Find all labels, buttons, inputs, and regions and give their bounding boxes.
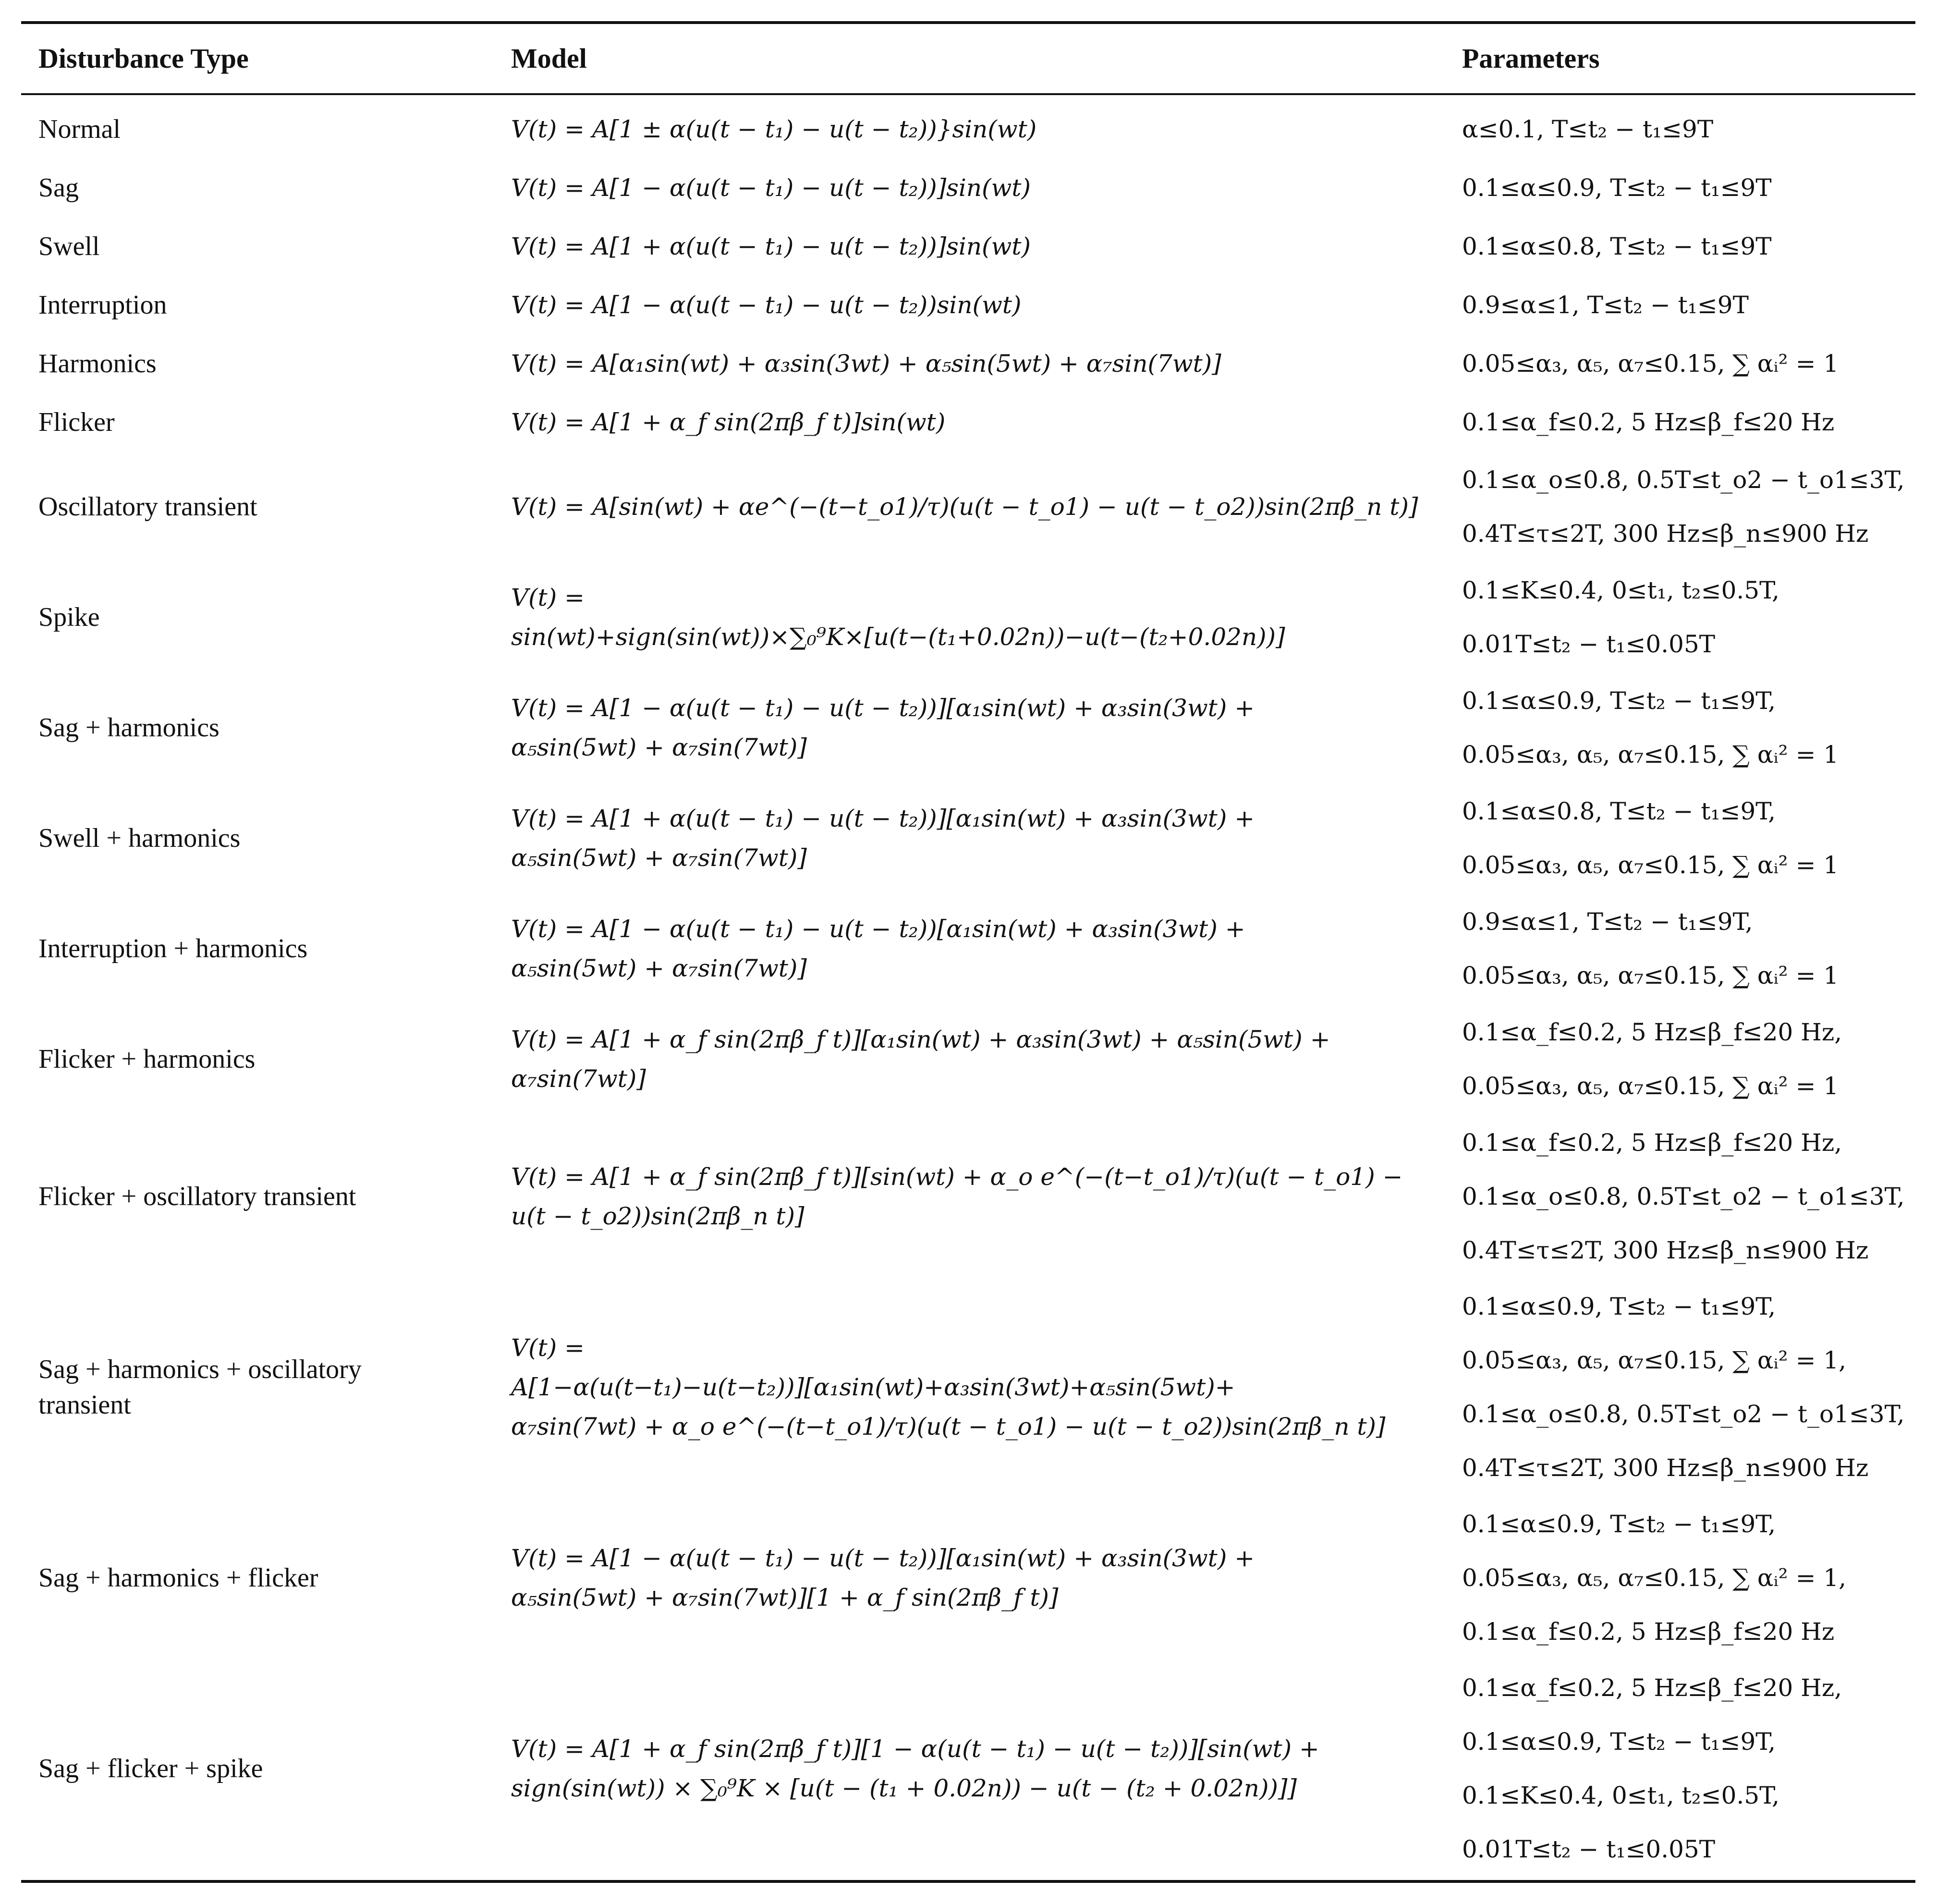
parameter-list [1462, 895, 1839, 1002]
disturbance-type-text: Sag [38, 173, 79, 203]
cell-model [511, 783, 1452, 893]
parameter-list [1462, 102, 1713, 156]
cell-parameters [1462, 672, 1913, 783]
model-equation: V(t) = A[1 + α_f sin(2πβ_f t)]sin(wt) [511, 408, 946, 436]
cell-model [511, 159, 1452, 217]
parameter-list [1462, 784, 1839, 892]
cell-disturbance-type [38, 893, 490, 1004]
cell-model [511, 1660, 1452, 1877]
table-header [21, 24, 1915, 93]
disturbance-type-text: Normal [38, 114, 121, 144]
parameter-line: 0.1≤α_o≤0.8, 0.5T≤t_o2 − t_o1≤3T, [1462, 1182, 1905, 1210]
cell-model [511, 562, 1452, 672]
cell-model [511, 893, 1452, 1004]
cell-parameters [1462, 159, 1913, 217]
cell-parameters [1462, 893, 1913, 1004]
model-equation: V(t) = A[sin(wt) + αe^(−(t−t_o1)/τ)(u(t − t_o1) − u(t − t_o2))sin(2πβ_n t)] [511, 493, 1418, 521]
parameter-line: 0.1≤α_f≤0.2, 5 Hz≤β_f≤20 Hz, [1462, 1673, 1842, 1702]
table-row [21, 100, 1915, 159]
table-row [21, 1496, 1915, 1660]
table-row [21, 893, 1915, 1004]
cell-parameters [1462, 783, 1913, 893]
parameter-list [1462, 1280, 1905, 1495]
model-equation: V(t) = sin(wt)+sign(sin(wt))×∑₀⁹K×[u(t−(t₁+0.02n))−u(t−(t₂+0.02n))] [511, 584, 1285, 651]
cell-disturbance-type [38, 217, 490, 276]
parameter-line: 0.05≤α₃, α₅, α₇≤0.15, ∑ αᵢ² = 1 [1462, 962, 1839, 989]
cell-model [511, 1496, 1452, 1660]
disturbance-type-text: Harmonics [38, 349, 157, 378]
table-row [21, 159, 1915, 217]
cell-parameters [1462, 1278, 1913, 1496]
cell-parameters [1462, 1660, 1913, 1877]
parameter-line: 0.1≤α≤0.8, T≤t₂ − t₁≤9T, [1462, 797, 1776, 825]
parameter-list [1462, 1661, 1842, 1876]
disturbance-type-text: Flicker + oscillatory transient [38, 1181, 356, 1211]
parameter-line: 0.05≤α₃, α₅, α₇≤0.15, ∑ αᵢ² = 1 [1462, 350, 1839, 378]
parameter-line: 0.1≤α_f≤0.2, 5 Hz≤β_f≤20 Hz [1462, 1617, 1835, 1646]
parameter-list [1462, 161, 1772, 215]
parameter-line: 0.01T≤t₂ − t₁≤0.05T [1462, 1835, 1716, 1863]
cell-model [511, 393, 1452, 452]
cell-disturbance-type [38, 159, 490, 217]
parameter-line: 0.1≤α_f≤0.2, 5 Hz≤β_f≤20 Hz [1462, 408, 1835, 436]
parameter-line: 0.1≤α≤0.9, T≤t₂ − t₁≤9T, [1462, 1727, 1776, 1756]
cell-model [511, 334, 1452, 393]
model-equation: V(t) = A[α₁sin(wt) + α₃sin(3wt) + α₅sin(5wt) + α₇sin(7wt)] [511, 350, 1221, 378]
parameter-list [1462, 220, 1772, 273]
parameter-line: 0.1≤α≤0.8, T≤t₂ − t₁≤9T [1462, 232, 1772, 260]
cell-disturbance-type [38, 1660, 490, 1877]
parameter-line: 0.1≤α_o≤0.8, 0.5T≤t_o2 − t_o1≤3T, [1462, 466, 1905, 494]
model-equation: V(t) = A[1 + α(u(t − t₁) − u(t − t₂))][α₁sin(wt) + α₃sin(3wt) + α₅sin(5wt) + α₇sin(7wt)] [511, 805, 1255, 872]
table-row [21, 783, 1915, 893]
cell-disturbance-type [38, 276, 490, 334]
model-equation: V(t) = A[1 + α_f sin(2πβ_f t)][sin(wt) + α_o e^(−(t−t_o1)/τ)(u(t − t_o1) − u(t − t_o2))sin(2πβ_n t)] [511, 1162, 1403, 1230]
cell-parameters [1462, 217, 1913, 276]
table-row [21, 1004, 1915, 1114]
model-equation: V(t) = A[1 − α(u(t − t₁) − u(t − t₂))sin(wt) [511, 291, 1022, 319]
parameter-line: 0.05≤α₃, α₅, α₇≤0.15, ∑ αᵢ² = 1 [1462, 851, 1839, 879]
parameter-list [1462, 453, 1905, 561]
parameter-line: 0.4T≤τ≤2T, 300 Hz≤β_n≤900 Hz [1462, 1236, 1869, 1264]
cell-disturbance-type [38, 334, 490, 393]
parameter-line: 0.4T≤τ≤2T, 300 Hz≤β_n≤900 Hz [1462, 1453, 1869, 1482]
cell-disturbance-type [38, 452, 490, 562]
cell-model [511, 276, 1452, 334]
table-row [21, 334, 1915, 393]
cell-parameters [1462, 334, 1913, 393]
parameter-line: 0.1≤α≤0.9, T≤t₂ − t₁≤9T [1462, 174, 1772, 202]
table-row [21, 393, 1915, 452]
model-equation: V(t) = A[1 + α_f sin(2πβ_f t)][1 − α(u(t − t₁) − u(t − t₂))][sin(wt) + sign(sin(wt)) × ∑₀⁹K × [u(t − (t₁ + 0.02n)) − u(t − (t₂ + 0.02n))]] [511, 1734, 1319, 1802]
cell-disturbance-type [38, 1496, 490, 1660]
parameter-list [1462, 674, 1839, 781]
cell-parameters [1462, 100, 1913, 159]
disturbance-type-text: Interruption [38, 290, 167, 320]
cell-parameters [1462, 562, 1913, 672]
parameter-line: 0.1≤α≤0.9, T≤t₂ − t₁≤9T, [1462, 687, 1776, 715]
parameter-line: 0.1≤α≤0.9, T≤t₂ − t₁≤9T, [1462, 1292, 1776, 1320]
table-row [21, 452, 1915, 562]
parameter-list [1462, 1497, 1846, 1659]
model-equation: V(t) = A[1 − α(u(t − t₁) − u(t − t₂))[α₁sin(wt) + α₃sin(3wt) + α₅sin(5wt) + α₇sin(7wt)] [511, 915, 1245, 982]
disturbance-type-text: Flicker [38, 407, 115, 437]
cell-disturbance-type [38, 672, 490, 783]
cell-model [511, 1114, 1452, 1278]
cell-model [511, 100, 1452, 159]
disturbance-type-text: Sag + flicker + spike [38, 1753, 263, 1783]
model-equation: V(t) = A[1−α(u(t−t₁)−u(t−t₂))][α₁sin(wt)+α₃sin(3wt)+α₅sin(5wt)+ α₇sin(7wt) + α_o e^(−(t−t_o1)/τ)(u(t − t_o1) − u(t − t_o2))sin(2πβ_n t)] [511, 1333, 1386, 1440]
model-equation: V(t) = A[1 − α(u(t − t₁) − u(t − t₂))][α₁sin(wt) + α₃sin(3wt) + α₅sin(5wt) + α₇sin(7wt)][1 + α_f sin(2πβ_f t)] [511, 1544, 1255, 1611]
parameter-line: 0.05≤α₃, α₅, α₇≤0.15, ∑ αᵢ² = 1, [1462, 1563, 1847, 1592]
parameter-line: 0.1≤K≤0.4, 0≤t₁, t₂≤0.5T, [1462, 576, 1780, 604]
parameter-line: 0.4T≤τ≤2T, 300 Hz≤β_n≤900 Hz [1462, 520, 1869, 548]
disturbance-type-text: Sag + harmonics + oscillatory transient [38, 1354, 362, 1420]
table-row [21, 217, 1915, 276]
cell-disturbance-type [38, 1004, 490, 1114]
model-equation: V(t) = A[1 + α_f sin(2πβ_f t)][α₁sin(wt) + α₃sin(3wt) + α₅sin(5wt) + α₇sin(7wt)] [511, 1025, 1330, 1093]
cell-disturbance-type [38, 783, 490, 893]
parameter-list [1462, 278, 1749, 332]
parameter-list [1462, 563, 1779, 671]
model-equation: V(t) = A[1 − α(u(t − t₁) − u(t − t₂))]sin(wt) [511, 174, 1031, 202]
cell-parameters [1462, 393, 1913, 452]
disturbance-type-text: Flicker + harmonics [38, 1044, 256, 1074]
table-row [21, 1660, 1915, 1877]
cell-disturbance-type [38, 562, 490, 672]
cell-model [511, 1004, 1452, 1114]
parameter-line: 0.1≤K≤0.4, 0≤t₁, t₂≤0.5T, [1462, 1781, 1780, 1809]
cell-model [511, 672, 1452, 783]
disturbance-table [21, 21, 1915, 1883]
cell-parameters [1462, 1114, 1913, 1278]
parameter-line: 0.05≤α₃, α₅, α₇≤0.15, ∑ αᵢ² = 1, [1462, 1346, 1847, 1374]
parameter-list [1462, 1005, 1842, 1113]
table-bottom-rule [21, 1880, 1915, 1883]
cell-disturbance-type [38, 1278, 490, 1496]
cell-parameters [1462, 1496, 1913, 1660]
cell-disturbance-type [38, 393, 490, 452]
table-row [21, 1114, 1915, 1278]
table-row [21, 562, 1915, 672]
parameter-line: 0.1≤α_f≤0.2, 5 Hz≤β_f≤20 Hz, [1462, 1128, 1842, 1157]
model-equation: V(t) = A[1 − α(u(t − t₁) − u(t − t₂))][α₁sin(wt) + α₃sin(3wt) + α₅sin(5wt) + α₇sin(7wt)] [511, 694, 1255, 761]
disturbance-type-text: Spike [38, 602, 100, 632]
cell-parameters [1462, 452, 1913, 562]
disturbance-type-text: Sag + harmonics + flicker [38, 1562, 318, 1593]
parameter-line: 0.05≤α₃, α₅, α₇≤0.15, ∑ αᵢ² = 1 [1462, 1072, 1839, 1100]
cell-disturbance-type [38, 1114, 490, 1278]
header-parameters: Parameters [1462, 43, 1600, 74]
cell-model [511, 217, 1452, 276]
parameter-line: 0.9≤α≤1, T≤t₂ − t₁≤9T [1462, 291, 1749, 319]
table-row [21, 1278, 1915, 1496]
parameter-line: 0.01T≤t₂ − t₁≤0.05T [1462, 630, 1716, 658]
disturbance-type-text: Swell + harmonics [38, 823, 241, 853]
cell-parameters [1462, 1004, 1913, 1114]
disturbance-type-text: Oscillatory transient [38, 492, 257, 522]
parameter-line: 0.05≤α₃, α₅, α₇≤0.15, ∑ αᵢ² = 1 [1462, 741, 1839, 769]
parameter-line: 0.1≤α_o≤0.8, 0.5T≤t_o2 − t_o1≤3T, [1462, 1400, 1905, 1428]
disturbance-type-text: Swell [38, 232, 100, 261]
parameter-list [1462, 1116, 1905, 1277]
table-body [21, 95, 1915, 1880]
table-row [21, 276, 1915, 334]
parameter-line: 0.9≤α≤1, T≤t₂ − t₁≤9T, [1462, 908, 1753, 936]
disturbance-type-text: Sag + harmonics [38, 713, 219, 743]
header-disturbance-type: Disturbance Type [38, 43, 249, 74]
parameter-list [1462, 337, 1839, 391]
header-model: Model [511, 43, 587, 74]
parameter-line: α≤0.1, T≤t₂ − t₁≤9T [1462, 115, 1714, 143]
model-equation: V(t) = A[1 + α(u(t − t₁) − u(t − t₂))]sin(wt) [511, 232, 1031, 260]
table-row [21, 672, 1915, 783]
parameter-list [1462, 395, 1834, 449]
parameter-line: 0.1≤α≤0.9, T≤t₂ − t₁≤9T, [1462, 1510, 1776, 1538]
cell-parameters [1462, 276, 1913, 334]
parameter-line: 0.1≤α_f≤0.2, 5 Hz≤β_f≤20 Hz, [1462, 1018, 1842, 1046]
cell-model [511, 1278, 1452, 1496]
model-equation: V(t) = A[1 ± α(u(t − t₁) − u(t − t₂))}sin(wt) [511, 115, 1037, 143]
cell-model [511, 452, 1452, 562]
disturbance-type-text: Interruption + harmonics [38, 934, 308, 964]
cell-disturbance-type [38, 100, 490, 159]
